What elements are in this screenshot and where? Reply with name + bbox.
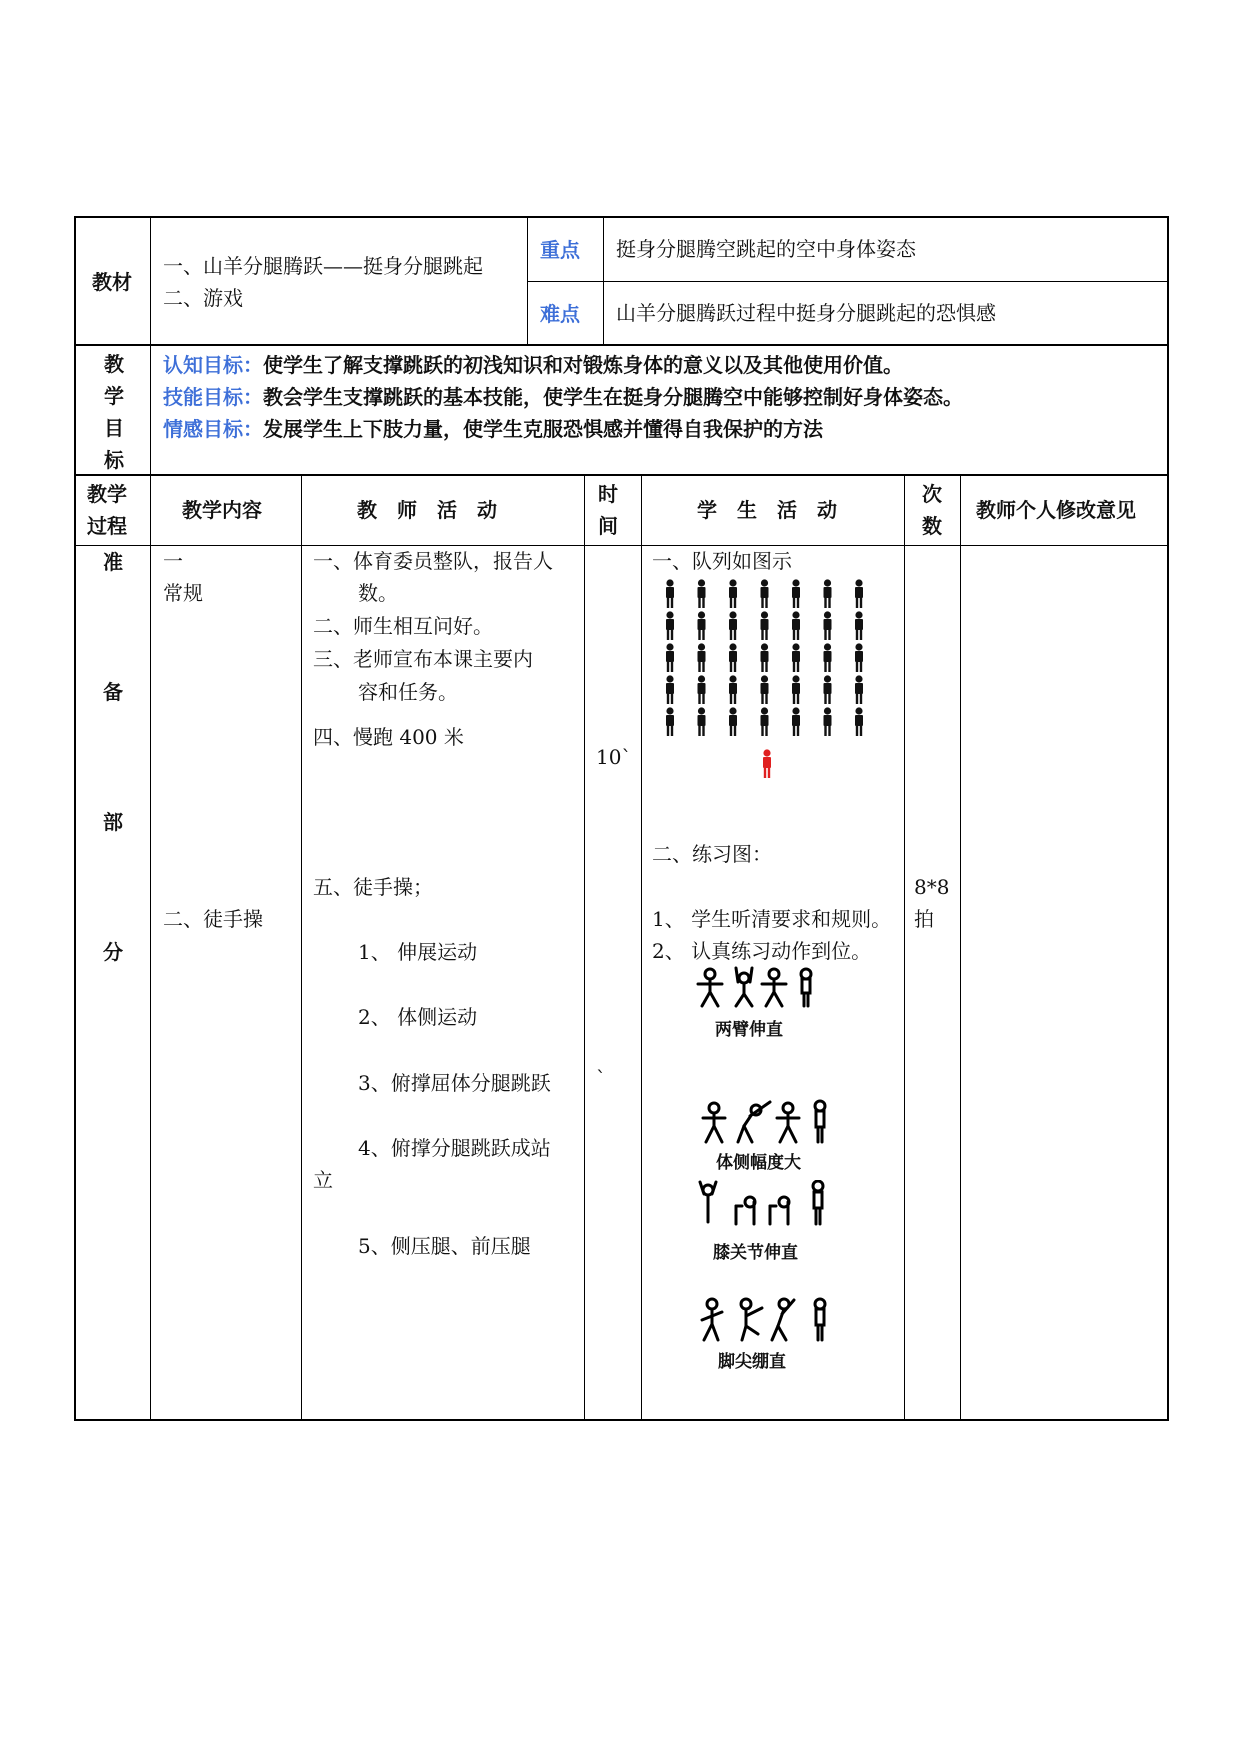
teacher-line: 一、体育委员整队，报告人 bbox=[313, 549, 553, 573]
figure-caption: 膝关节伸直 bbox=[713, 1243, 798, 1263]
student-figure bbox=[855, 579, 863, 608]
focus-label: 重点 bbox=[540, 238, 580, 262]
teacher-line: 2、 体侧运动 bbox=[358, 1005, 478, 1029]
student-figure bbox=[824, 643, 832, 672]
student-figure bbox=[824, 675, 832, 704]
student-figure bbox=[855, 675, 863, 704]
teacher-figure bbox=[763, 749, 771, 778]
col-time-2: 间 bbox=[598, 514, 618, 538]
teacher-line: 3、俯撑屈体分腿跳跃 bbox=[358, 1071, 551, 1095]
exercise-figure-knee bbox=[696, 1180, 831, 1228]
goals-label-char: 学 bbox=[104, 384, 124, 408]
student-figure bbox=[792, 643, 800, 672]
student-figure bbox=[666, 643, 674, 672]
student-figure bbox=[824, 579, 832, 608]
student-figure bbox=[729, 643, 737, 672]
student-figure bbox=[855, 643, 863, 672]
student-figure bbox=[666, 707, 674, 736]
col-count-2: 数 bbox=[922, 514, 942, 538]
material-label: 教材 bbox=[92, 270, 132, 294]
student-line: 2、 认真练习动作到位。 bbox=[652, 939, 872, 963]
student-figure bbox=[761, 611, 769, 640]
student-figure bbox=[855, 707, 863, 736]
teacher-line: 5、侧压腿、前压腿 bbox=[358, 1234, 531, 1258]
content-item: 一 bbox=[163, 549, 183, 573]
teacher-line: 五、徒手操； bbox=[313, 875, 433, 899]
section-label-char: 准 bbox=[103, 550, 123, 574]
student-figure bbox=[698, 643, 706, 672]
goals-label-char: 教 bbox=[104, 352, 124, 376]
teacher-line: 立 bbox=[313, 1168, 333, 1192]
student-figure bbox=[729, 611, 737, 640]
formation-diagram bbox=[650, 575, 870, 790]
material-item-2: 二、游戏 bbox=[163, 286, 243, 310]
goal-skill bbox=[163, 381, 963, 413]
goal-affective bbox=[163, 413, 823, 445]
col-process-2: 过程 bbox=[87, 514, 127, 538]
teacher-line: 二、师生相互问好。 bbox=[313, 614, 493, 638]
col-content: 教学内容 bbox=[182, 498, 262, 522]
student-figure bbox=[698, 611, 706, 640]
student-figure bbox=[792, 707, 800, 736]
time-value: 10` bbox=[596, 745, 632, 769]
col-student: 学 生 活 动 bbox=[697, 498, 837, 522]
student-figure bbox=[729, 675, 737, 704]
goal-affective-text: 发展学生上下肢力量，使学生克服恐惧感并懂得自我保护的方法 bbox=[263, 417, 823, 441]
goal-affective-label: 情感目标： bbox=[163, 417, 263, 441]
student-figure bbox=[698, 675, 706, 704]
count-value: 拍 bbox=[914, 907, 934, 931]
student-figure bbox=[824, 611, 832, 640]
student-figure bbox=[761, 675, 769, 704]
notes-cell bbox=[961, 546, 1167, 1419]
time-value: ` bbox=[596, 1066, 606, 1090]
teacher-line: 4、俯撑分腿跳跃成站 bbox=[358, 1136, 551, 1160]
student-figure bbox=[729, 707, 737, 736]
student-figure bbox=[698, 707, 706, 736]
teacher-line: 四、慢跑 400 米 bbox=[313, 725, 464, 749]
goal-cognitive-text: 使学生了解支撑跳跃的初浅知识和对锻炼身体的意义以及其他使用价值。 bbox=[263, 353, 903, 377]
figure-caption: 体侧幅度大 bbox=[716, 1153, 801, 1173]
goals-label-char: 标 bbox=[104, 448, 124, 472]
col-notes: 教师个人修改意见 bbox=[976, 498, 1136, 522]
teacher-line: 1、 伸展运动 bbox=[358, 940, 478, 964]
col-teacher: 教 师 活 动 bbox=[357, 498, 497, 522]
student-figure bbox=[698, 579, 706, 608]
teacher-line: 三、老师宣布本课主要内 bbox=[313, 647, 533, 671]
student-figure bbox=[761, 579, 769, 608]
count-value: 8*8 bbox=[914, 875, 950, 899]
student-figure bbox=[792, 611, 800, 640]
student-figure bbox=[666, 579, 674, 608]
student-figure bbox=[761, 707, 769, 736]
goal-skill-label: 技能目标： bbox=[163, 385, 263, 409]
teacher-line: 容和任务。 bbox=[358, 680, 458, 704]
teacher-line: 数。 bbox=[358, 581, 398, 605]
content-item: 二、徒手操 bbox=[163, 907, 263, 931]
teacher-figure-mark bbox=[763, 749, 771, 778]
difficulty-label: 难点 bbox=[540, 302, 580, 326]
goal-cognitive bbox=[163, 349, 903, 381]
section-label-char: 部 bbox=[103, 810, 123, 834]
student-figure bbox=[855, 611, 863, 640]
focus-text: 挺身分腿腾空跳起的空中身体姿态 bbox=[616, 237, 916, 261]
material-item-1: 一、山羊分腿腾跃——挺身分腿跳起 bbox=[163, 254, 483, 278]
difficulty-text: 山羊分腿腾跃过程中挺身分腿跳起的恐惧感 bbox=[616, 301, 996, 325]
col-count-1: 次 bbox=[922, 482, 942, 506]
exercise-figure-side bbox=[700, 1098, 835, 1146]
figure-caption: 脚尖绷直 bbox=[718, 1352, 786, 1372]
student-figure bbox=[666, 611, 674, 640]
section-label-char: 备 bbox=[103, 680, 123, 704]
goals-label-char: 目 bbox=[104, 416, 124, 440]
student-figure bbox=[824, 707, 832, 736]
content-item: 常规 bbox=[163, 581, 203, 605]
student-figure bbox=[792, 675, 800, 704]
student-line: 1、 学生听清要求和规则。 bbox=[652, 907, 892, 931]
figure-caption: 两臂伸直 bbox=[715, 1020, 783, 1040]
student-line: 一、队列如图示 bbox=[652, 549, 792, 573]
exercise-figure-arms bbox=[694, 966, 824, 1011]
student-figure bbox=[729, 579, 737, 608]
student-line: 二、练习图： bbox=[652, 842, 772, 866]
goal-skill-text: 教会学生支撑跳跃的基本技能，使学生在挺身分腿腾空中能够控制好身体姿态。 bbox=[263, 385, 963, 409]
col-process-1: 教学 bbox=[87, 482, 127, 506]
student-figure bbox=[792, 579, 800, 608]
student-figure bbox=[761, 643, 769, 672]
section-label-char: 分 bbox=[103, 940, 123, 964]
student-figure bbox=[666, 675, 674, 704]
col-time-1: 时 bbox=[598, 482, 618, 506]
students-formation bbox=[666, 579, 863, 736]
exercise-figure-toe bbox=[698, 1296, 833, 1344]
goal-cognitive-label: 认知目标： bbox=[163, 353, 263, 377]
